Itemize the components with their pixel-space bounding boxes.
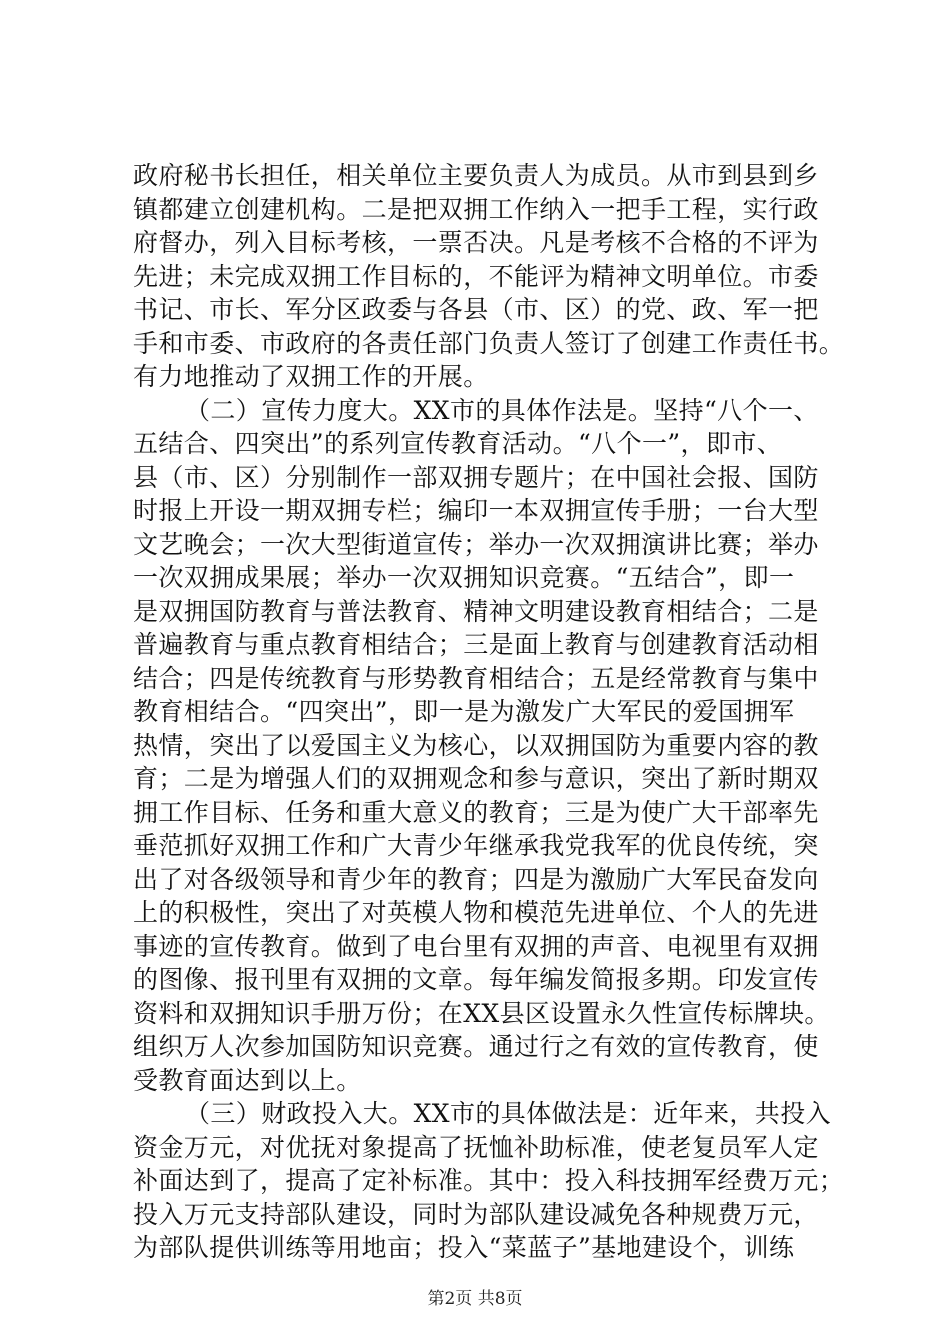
text-line: 的图像、报刊里有双拥的文章。每年编发简报多期。印发宣传 bbox=[133, 965, 819, 994]
text-line: 政府秘书长担任，相关单位主要负责人为成员。从市到县到乡 bbox=[133, 161, 819, 190]
text-line: 府督办，列入目标考核，一票否决。凡是考核不合格的不评为 bbox=[133, 228, 819, 257]
text-line: 资金万元，对优抚对象提高了抚恤补助标准，使老复员军人定 bbox=[133, 1132, 819, 1162]
section-heading-line: （二）宣传力度大。XX市的具体作法是。坚持“八个一、 bbox=[185, 395, 819, 425]
text-line: 拥工作目标、任务和重大意义的教育；三是为使广大干部率先 bbox=[133, 797, 819, 827]
body-text bbox=[133, 159, 845, 1265]
text-line: 先进；未完成双拥工作目标的，不能评为精神文明单位。市委 bbox=[133, 261, 819, 291]
text-line: 投入万元支持部队建设，同时为部队建设减免各种规费万元， bbox=[133, 1199, 819, 1229]
text-line: 热情，突出了以爱国主义为核心，以双拥国防为重要内容的教 bbox=[133, 730, 819, 760]
page-footer: 第2页 共8页 bbox=[427, 1289, 523, 1309]
text-line: 手和市委、市政府的各责任部门负责人签订了创建工作责任书。 bbox=[133, 328, 845, 358]
text-line: 补面达到了，提高了定补标准。其中：投入科技拥军经费万元； bbox=[133, 1166, 845, 1195]
text-line: 县（市、区）分别制作一部双拥专题片；在中国社会报、国防 bbox=[133, 462, 819, 492]
text-line: 上的积极性，突出了对英模人物和模范先进单位、个人的先进 bbox=[133, 898, 819, 927]
text-line: 事迹的宣传教育。做到了电台里有双拥的声音、电视里有双拥 bbox=[133, 931, 819, 961]
text-line: 教育相结合。“四突出”，即一是为激发广大军民的爱国拥军 bbox=[133, 697, 795, 726]
text-line: 五结合、四突出”的系列宣传教育活动。“八个一”，即市、 bbox=[133, 429, 783, 458]
text-line: 是双拥国防教育与普法教育、精神文明建设教育相结合；二是 bbox=[133, 596, 819, 626]
text-line: 为部队提供训练等用地亩；投入“菜蓝子”基地建设个，训练 bbox=[133, 1233, 795, 1262]
text-line: 普遍教育与重点教育相结合；三是面上教育与创建教育活动相 bbox=[133, 630, 819, 659]
text-line: 有力地推动了双拥工作的开展。 bbox=[133, 362, 489, 391]
text-line: 结合；四是传统教育与形势教育相结合；五是经常教育与集中 bbox=[133, 663, 819, 693]
section-heading-line: （三）财政投入大。XX市的具体做法是：近年来，共投入 bbox=[185, 1099, 831, 1128]
text-line: 出了对各级领导和青少年的教育；四是为激励广大军民奋发向 bbox=[133, 864, 819, 894]
text-line: 镇都建立创建机构。二是把双拥工作纳入一把手工程，实行政 bbox=[133, 194, 819, 224]
text-line: 垂范抓好双拥工作和广大青少年继承我党我军的优良传统，突 bbox=[133, 831, 819, 860]
text-line: 组织万人次参加国防知识竞赛。通过行之有效的宣传教育，使 bbox=[133, 1032, 819, 1061]
text-line: 受教育面达到以上。 bbox=[133, 1065, 362, 1095]
text-line: 资料和双拥知识手册万份；在XX县区设置永久性宣传标牌块。 bbox=[133, 998, 830, 1028]
text-line: 时报上开设一期双拥专栏；编印一本双拥宣传手册；一台大型 bbox=[133, 496, 819, 525]
text-line: 书记、市长、军分区政委与各县（市、区）的党、政、军一把 bbox=[133, 295, 819, 324]
text-line: 一次双拥成果展；举办一次双拥知识竞赛。“五结合”，即一 bbox=[133, 563, 795, 592]
text-line: 文艺晚会；一次大型街道宣传；举办一次双拥演讲比赛；举办 bbox=[133, 529, 819, 559]
text-line: 育；二是为增强人们的双拥观念和参与意识，突出了新时期双 bbox=[133, 764, 819, 793]
